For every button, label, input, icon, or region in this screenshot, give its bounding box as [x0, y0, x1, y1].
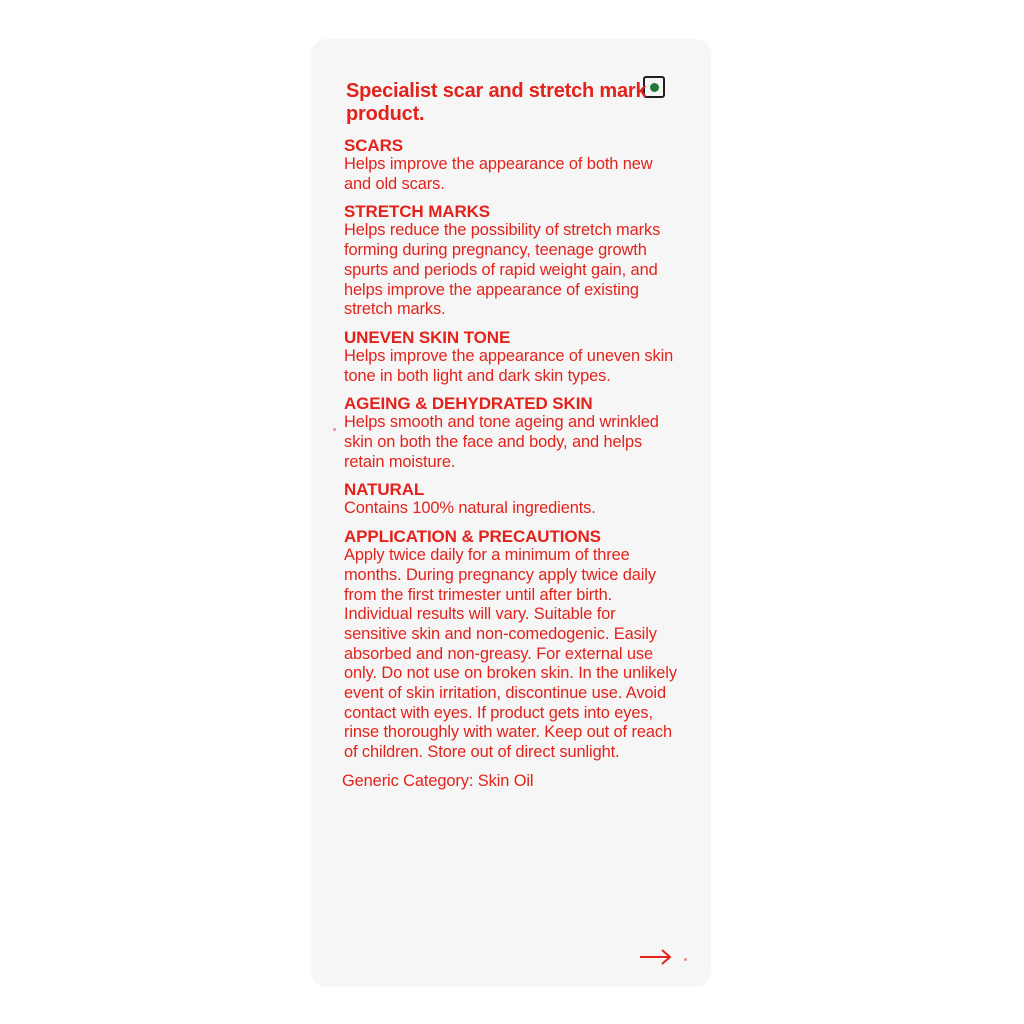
print-speck	[333, 428, 336, 431]
section-title: STRETCH MARKS	[344, 202, 491, 222]
section-title: AGEING & DEHYDRATED SKIN	[344, 394, 593, 414]
section-body: Helps reduce the possibility of stretch marks forming during pregnancy, teenage growth spurts and periods of rapid weight gain, and helps improve the appearance of existing stretch marks.	[344, 221, 661, 319]
section-body: Contains 100% natural ingredients.	[344, 499, 596, 518]
section-title: SCARS	[344, 136, 404, 155]
section-title: UNEVEN SKIN TONE	[344, 327, 511, 347]
generic-category: Generic Category: Skin Oil	[342, 771, 534, 790]
headline: Specialist scar and stretch mark product.	[346, 80, 647, 125]
section-stretch-marks	[344, 202, 682, 320]
section-body: Helps improve the appearance of both new and old scars.	[344, 155, 653, 193]
section-body: Helps smooth and tone ageing and wrinkled skin on both the face and body, and helps retain moisture.	[344, 413, 659, 471]
print-speck	[684, 958, 687, 961]
section-natural	[344, 480, 682, 519]
section-scars	[344, 136, 682, 194]
section-uneven-skin-tone	[344, 328, 682, 386]
section-body: Helps improve the appearance of uneven skin tone in both light and dark skin types.	[344, 346, 674, 385]
arrow-right-icon	[638, 945, 674, 969]
section-title: APPLICATION & PRECAUTIONS	[344, 527, 601, 547]
section-title: NATURAL	[344, 480, 425, 500]
section-ageing-dehydrated-skin	[344, 394, 682, 472]
section-body: Apply twice daily for a minimum of three months. During pregnancy apply twice daily from the first trimester until after birth. Individual results will vary. Suitable for sensitive skin and non-comedogenic. Easily absorbed and non-greasy. For external use only. Do not use on broken skin. In the unlikely event of skin irritation, discontinue use. Avoid contact with eyes. If product gets into eyes, rinse thoroughly with water. Keep out of reach of children. Store out of direct sunlight.	[344, 546, 677, 762]
section-application-precautions	[344, 527, 682, 763]
label-text	[342, 80, 682, 791]
